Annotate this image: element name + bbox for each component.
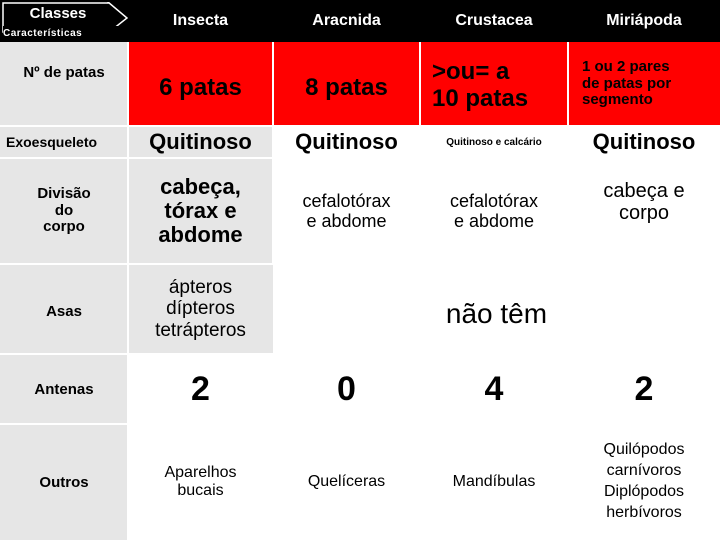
header-aracnida: Aracnida [273,0,420,42]
corner-characteristics-label: Características [3,26,125,40]
divider-v4 [567,42,569,264]
corner-classes-label: Classes [29,4,87,22]
cell-crustacea-divisao [420,158,568,264]
miriapoda-divisao-line1: cabeça e [603,180,685,202]
miriapoda-outros-line2: carnívoros [606,462,682,480]
cell-miriapoda-outros [568,424,720,540]
divider-v3b [419,354,421,540]
cell-insecta-patas: 6 patas [128,42,273,126]
cell-crustacea-outros: Mandíbulas [420,424,568,540]
header-miriapoda: Miriápoda [568,0,720,42]
crustacea-divisao-line2: e abdome [453,211,535,231]
cell-crustacea-exo: Quitinoso e calcário [420,126,568,158]
insecta-outros-line2: bucais [177,482,224,499]
cell-insecta-exo: Quitinoso [128,126,273,158]
divisao-label-line1: Divisão [37,184,91,202]
divider-h4 [0,353,720,355]
row-label-patas: Nº de patas [0,42,128,126]
cell-insecta-antenas: 2 [128,354,273,424]
aracnida-divisao-line2: e abdome [306,211,387,231]
row-label-outros: Outros [0,424,128,540]
divider-v3 [419,42,421,264]
insecta-outros-line1: Aparelhos [164,464,237,482]
cell-others-asas: não têm [273,264,720,354]
divider-v1 [127,42,129,540]
cell-crustacea-patas [420,42,568,126]
row-label-divisao [0,158,128,264]
cell-aracnida-outros: Quelíceras [273,424,420,540]
divider-h2 [0,157,720,159]
crustacea-patas-line2: 10 patas [432,85,529,112]
divider-v2 [272,42,274,264]
row-label-antenas: Antenas [0,354,128,424]
cell-aracnida-divisao [273,158,420,264]
miriapoda-outros-line1: Quilópodos [603,441,685,459]
insecta-divisao-line3: abdome [158,222,243,248]
divider-h3 [0,263,720,265]
insecta-asas-line3: tetrápteros [155,319,246,341]
miriapoda-patas-line3: segmento [582,91,653,109]
divisao-label-line2: do [54,201,74,219]
header-crustacea: Crustacea [420,0,568,42]
divisao-label-line3: corpo [43,218,85,236]
row-label-exoesqueleto: Exoesqueleto [0,126,128,158]
miriapoda-divisao-line2: corpo [618,202,670,225]
miriapoda-outros-line4: herbívoros [606,503,682,521]
cell-insecta-divisao [128,158,273,264]
miriapoda-patas-line2: de patas por [582,74,672,92]
crustacea-divisao-line1: cefalotórax [449,190,539,211]
insecta-divisao-line2: tórax e [164,197,237,223]
cell-insecta-asas [128,264,273,354]
cell-miriapoda-antenas: 2 [568,354,720,424]
insecta-divisao-line1: cabeça, [160,173,241,199]
insecta-asas-line2: dípteros [166,298,235,320]
insecta-asas-line1: ápteros [168,277,233,299]
cell-miriapoda-divisao [568,158,720,264]
divider-v4b [567,354,569,540]
header-insecta: Insecta [128,0,273,42]
cell-aracnida-exo: Quitinoso [273,126,420,158]
cell-crustacea-antenas: 4 [420,354,568,424]
cell-aracnida-antenas: 0 [273,354,420,424]
cell-insecta-outros [128,424,273,540]
miriapoda-outros-line3: Diplópodos [603,483,685,500]
row-label-asas: Asas [0,264,128,354]
crustacea-patas-line1: >ou= a [432,58,510,86]
aracnida-divisao-line1: cefalotórax [302,190,391,211]
cell-miriapoda-patas [568,42,720,126]
cell-miriapoda-exo: Quitinoso [568,126,720,158]
divider-v2b [272,354,274,540]
miriapoda-patas-line1: 1 ou 2 pares [582,58,670,76]
corner-cell [0,0,128,42]
divider-h5 [0,423,720,425]
cell-aracnida-patas: 8 patas [273,42,420,126]
divider-h1 [0,125,720,127]
